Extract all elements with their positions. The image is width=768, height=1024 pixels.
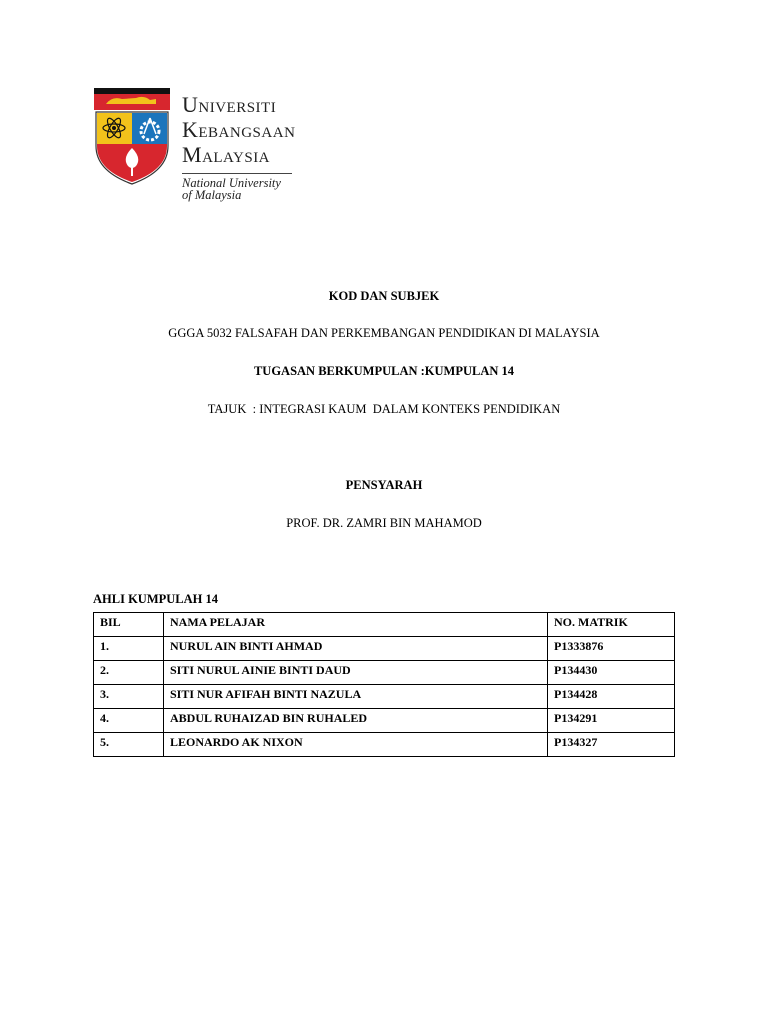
wordmark-tagline-2: of Malaysia xyxy=(182,188,242,202)
kod-subjek-heading: KOD DAN SUBJEK xyxy=(328,289,440,303)
table-row xyxy=(94,685,675,709)
student-name: SITI NUR AFIFAH BINTI NAZULA xyxy=(164,685,548,709)
table-row xyxy=(94,637,675,661)
column-header-matrik: NO. MATRIK xyxy=(548,613,675,637)
university-wordmark xyxy=(182,94,295,201)
column-header-nama: NAMA PELAJAR xyxy=(164,613,548,637)
matric-number: P134327 xyxy=(548,733,675,757)
wordmark-rule xyxy=(182,173,292,174)
matric-number: P134291 xyxy=(548,709,675,733)
university-crest-icon xyxy=(92,86,172,186)
row-number: 3. xyxy=(94,685,164,709)
student-name: NURUL AIN BINTI AHMAD xyxy=(164,637,548,661)
row-number: 1. xyxy=(94,637,164,661)
members-table xyxy=(93,612,675,757)
wordmark-line-1: UNIVERSITI xyxy=(182,92,277,117)
lecturer-heading: PENSYARAH xyxy=(345,478,423,492)
wordmark-line-3: MALAYSIA xyxy=(182,142,271,167)
student-name: SITI NURUL AINIE BINTI DAUD xyxy=(164,661,548,685)
university-logo xyxy=(92,86,302,202)
lecturer-name: PROF. DR. ZAMRI BIN MAHAMOD xyxy=(286,516,482,530)
row-number: 4. xyxy=(94,709,164,733)
row-number: 5. xyxy=(94,733,164,757)
topic-line: TAJUK : INTEGRASI KAUM DALAM KONTEKS PENDIDIKAN xyxy=(207,402,561,416)
student-name: ABDUL RUHAIZAD BIN RUHALED xyxy=(164,709,548,733)
column-header-bil: BIL xyxy=(94,613,164,637)
row-number: 2. xyxy=(94,661,164,685)
matric-number: P1333876 xyxy=(548,637,675,661)
table-row xyxy=(94,709,675,733)
student-name: LEONARDO AK NIXON xyxy=(164,733,548,757)
matric-number: P134428 xyxy=(548,685,675,709)
wordmark-line-2: KEBANGSAAN xyxy=(182,117,296,142)
table-row xyxy=(94,661,675,685)
assignment-line: TUGASAN BERKUMPULAN :KUMPULAN 14 xyxy=(253,364,515,378)
subject-title: GGGA 5032 FALSAFAH DAN PERKEMBANGAN PENDIDIKAN DI MALAYSIA xyxy=(168,326,600,340)
wordmark-tagline-1: National University xyxy=(182,176,281,190)
table-header-row xyxy=(94,613,675,637)
members-heading: AHLI KUMPULAH 14 xyxy=(93,592,218,606)
table-row xyxy=(94,733,675,757)
matric-number: P134430 xyxy=(548,661,675,685)
